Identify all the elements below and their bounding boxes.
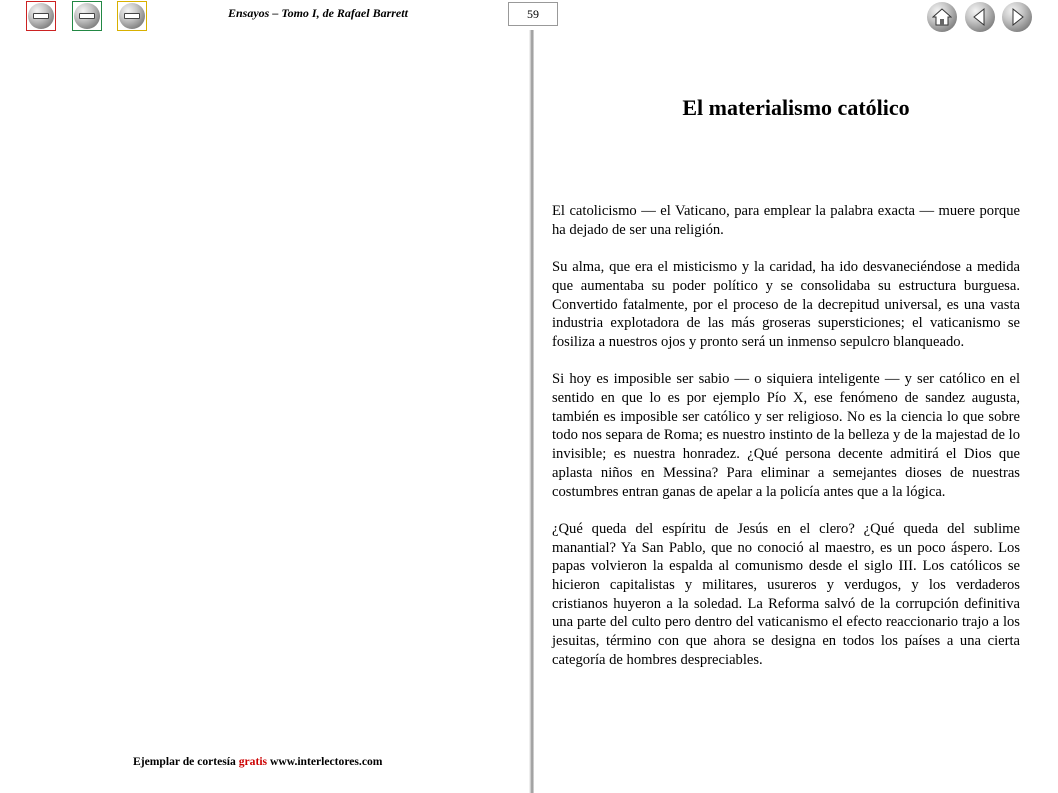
- next-page-button[interactable]: [1002, 2, 1032, 32]
- footer-prefix: Ejemplar de cortesía: [133, 755, 239, 768]
- minus-icon: [74, 3, 100, 29]
- footer-gratis[interactable]: gratis: [238, 755, 268, 768]
- minus-button-2[interactable]: [72, 1, 102, 31]
- chapter-title: El materialismo católico: [682, 94, 910, 120]
- paragraph: ¿Qué queda del espíritu de Jesús en el clero? ¿Qué queda del sublime manantial? Ya San Pablo, que no conoció al maestro, es un poco áspero. Los papas volvieron la espalda al comunismo desde el siglo III. Los católicos se hicieron capitalistas y militares, usureros y verdugos, y los verdaderos cristianos huyeron a la soledad. La Reforma salvó de la corrupción definitiva una parte del culto pero dentro del vaticanismo el efecto reaccionario trajo a los jesuitas, término con que ahora se designa en todos los países a una cierta categoría de hombres despreciables.: [552, 520, 1020, 668]
- paragraph: Si hoy es imposible ser sabio — o siquiera inteligente — y ser católico en el sentido en que lo es por ejemplo Pío X, ese fenómeno de sandez augusta, también es imposible ser católico y ser religioso. No es la ciencia lo que sobre todo nos separa de Roma; es nuestro instinto de la belleza y de la majestad de lo invisible; es nuestra honradez. ¿Qué persona decente admitirá el Dios que aplasta niños en Messina? Para eliminar a semejantes dioses de nuestras costumbres entran ganas de apelar a la policía antes que a la lógica.: [552, 371, 1020, 500]
- previous-page-button[interactable]: [965, 2, 995, 32]
- minus-button-1[interactable]: [26, 1, 56, 31]
- footer: [133, 755, 382, 768]
- paragraph: El catolicismo — el Vaticano, para emplear la palabra exacta — muere porque ha dejado de ser una religión.: [552, 203, 1020, 238]
- home-icon: [932, 7, 952, 27]
- minus-icon: [28, 3, 54, 29]
- minus-icon: [119, 3, 145, 29]
- book-title: Ensayos – Tomo I, de Rafael Barrett: [228, 6, 408, 20]
- paragraph: Su alma, que era el misticismo y la caridad, ha ido desvaneciéndose a medida que aumentaba su poder político y se consolidaba su estructura burguesa. Convertido fatalmente, por el proceso de la decrepitud universal, es una vasta industria explotadora de las más groseras supersticiones; el vaticanismo se fosiliza a nuestros ojos y pronto será un inmenso sepulcro blanqueado.: [552, 259, 1020, 350]
- minus-button-3[interactable]: [117, 1, 147, 31]
- body-text: [552, 202, 1020, 688]
- page-divider: [529, 30, 534, 793]
- page-number: 59: [508, 2, 558, 26]
- footer-url[interactable]: www.interlectores.com: [267, 755, 383, 768]
- arrow-left-icon: [970, 7, 990, 27]
- home-button[interactable]: [927, 2, 957, 32]
- arrow-right-icon: [1007, 7, 1027, 27]
